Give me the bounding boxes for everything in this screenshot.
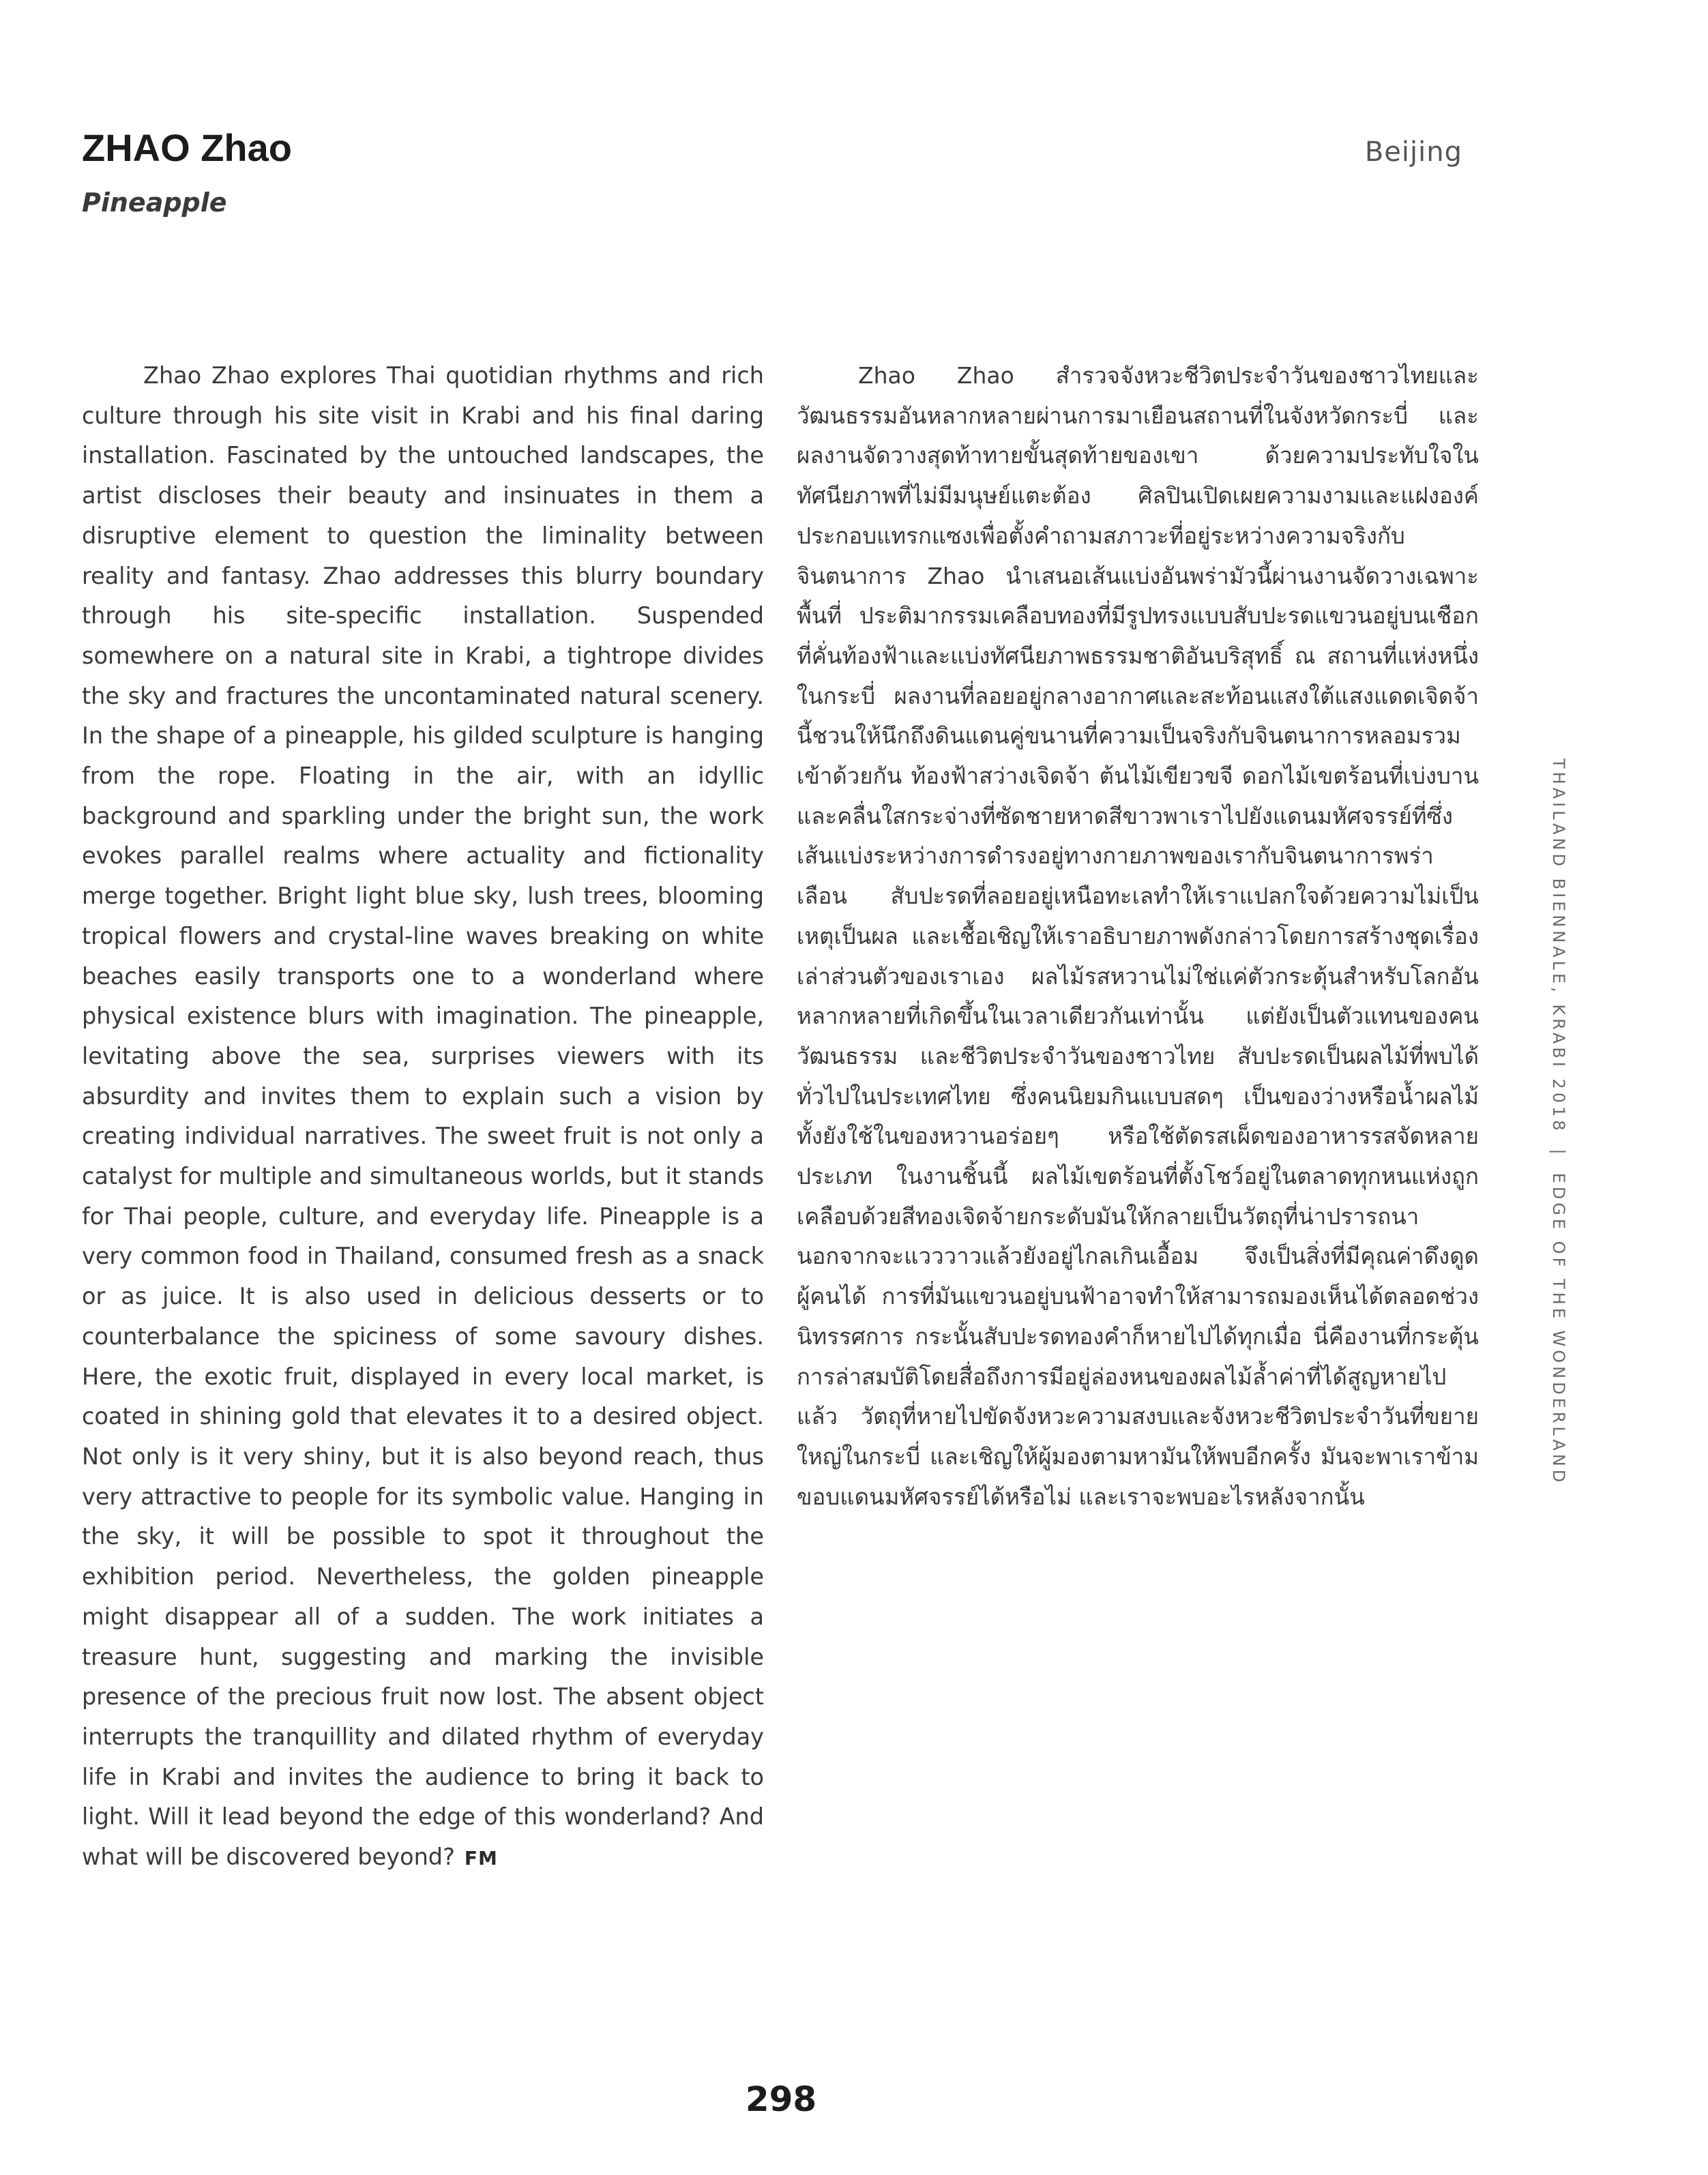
author-initials: FM [464,1847,498,1870]
english-body-text: Zhao Zhao explores Thai quotidian rhythms and rich culture through his site visit in Krabi and his final daring installation. Fascinated by the untouched landscapes, the artist discloses their beauty and insinuates in them a disruptive element to question the liminality between reality and fantasy. Zhao addresses this blurry boundary through his site-specific installation. Suspended somewhere on a natural site in Krabi, a tightrope divides the sky and fractures the uncontaminated natural scenery. In the shape of a pineapple, his gilded sculpture is hanging from the rope. Floating in the air, with an idyllic background and sparkling under the bright sun, the work evokes parallel realms where actuality and fictionality merge together. Bright light blue sky, lush trees, blooming tropical flowers and crystal-line waves breaking on white beaches easily transports one to a wonderland where physical existence blurs with imagination. The pineapple, levitating above the sea, surprises viewers with its absurdity and invites them to explain such a vision by creating individual narratives. The sweet fruit is not only a catalyst for multiple and simultaneous worlds, but it stands for Thai people, culture, and everyday life. Pineapple is a very common food in Thailand, consumed fresh as a snack or as juice. It is also used in delicious desserts or to counterbalance the spiciness of some savoury dishes. Here, the exotic fruit, displayed in every local market, is coated in shining gold that elevates it to a desired object. Not only is it very shiny, but it is also beyond reach, thus very attractive to people for its symbolic value. Hanging in the sky, it will be possible to spot it throughout the exhibition period. Nevertheless, the golden pineapple might disappear all of a sudden. The work initiates a treasure hunt, suggesting and marking the invisible presence of the precious fruit now lost. The absent object interrupts the tranquillity and dilated rhythm of everyday life in Krabi and invites the audience to bring it back to light. Will it lead beyond the edge of this wonderland? And what will be discovered beyond? [82,362,764,1871]
running-head-separator: | [1549,1149,1568,1158]
publication-name: THAILAND BIENNALE, KRABI 2018 [1549,758,1568,1134]
artwork-title: Pineapple [82,188,227,218]
page-number: 298 [745,2080,817,2119]
artist-city: Beijing [1364,136,1462,168]
english-paragraph [82,356,764,1879]
english-text-column [82,356,764,1879]
thai-text-column [797,356,1479,1517]
side-running-head [1547,758,1570,1485]
artist-name: ZHAO Zhao [82,126,292,169]
thai-paragraph: Zhao Zhao สำรวจจังหวะชีวิตประจำวันของชาวไทยและวัฒนธรรมอันหลากหลายผ่านการมาเยือนสถานที่ในจังหวัดกระบี่ และผลงานจัดวางสุดท้าทายขั้นสุดท้ายของเขา ด้วยความประทับใจในทัศนียภาพที่ไม่มีมนุษย์แตะต้อง ศิลปินเปิดเผยความงามและแฝงองค์ประกอบแทรกแซงเพื่อตั้งคำถามสภาวะที่อยู่ระหว่างความจริงกับจินตนาการ Zhao นำเสนอเส้นแบ่งอันพร่ามัวนี้ผ่านงานจัดวางเฉพาะพื้นที่ ประติมากรรมเคลือบทองที่มีรูปทรงแบบสับปะรดแขวนอยู่บนเชือกที่คั่นท้องฟ้าและแบ่งทัศนียภาพธรรมชาติอันบริสุทธิ์ ณ สถานที่แห่งหนึ่งในกระบี่ ผลงานที่ลอยอยู่กลางอากาศและสะท้อนแสงใต้แสงแดดเจิดจ้านี้ชวนให้นึกถึงดินแดนคู่ขนานที่ความเป็นจริงกับจินตนาการหลอมรวมเข้าด้วยกัน ท้องฟ้าสว่างเจิดจ้า ต้นไม้เขียวขจี ดอกไม้เขตร้อนที่เบ่งบาน และคลื่นใสกระจ่างที่ซัดชายหาดสีขาวพาเราไปยังแดนมหัศจรรย์ที่ซึ่งเส้นแบ่งระหว่างการดำรงอยู่ทางกายภาพของเรากับจินตนาการพร่าเลือน สับปะรดที่ลอยอยู่เหนือทะเลทำให้เราแปลกใจด้วยความไม่เป็นเหตุเป็นผล และเชื้อเชิญให้เราอธิบายภาพดังกล่าวโดยการสร้างชุดเรื่องเล่าส่วนตัวของเราเอง ผลไม้รสหวานไม่ใช่แค่ตัวกระตุ้นสำหรับโลกอันหลากหลายที่เกิดขึ้นในเวลาเดียวกันเท่านั้น แต่ยังเป็นตัวแทนของคน วัฒนธรรม และชีวิตประจำวันของชาวไทย สับปะรดเป็นผลไม้ที่พบได้ทั่วไปในประเทศไทย ซึ่งคนนิยมกินแบบสดๆ เป็นของว่างหรือน้ำผลไม้ ทั้งยังใช้ในของหวานอร่อยๆ หรือใช้ตัดรสเผ็ดของอาหารรสจัดหลายประเภท ในงานชิ้นนี้ ผลไม้เขตร้อนที่ตั้งโชว์อยู่ในตลาดทุกหนแห่งถูกเคลือบด้วยสีทองเจิดจ้ายกระดับมันให้กลายเป็นวัตถุที่น่าปรารถนา นอกจากจะแวววาวแล้วยังอยู่ไกลเกินเอื้อม จึงเป็นสิ่งที่มีคุณค่าดึงดูดผู้คนได้ การที่มันแขวนอยู่บนฟ้าอาจทำให้สามารถมองเห็นได้ตลอดช่วงนิทรรศการ กระนั้นสับปะรดทองคำก็หายไปได้ทุกเมื่อ นี่คืองานที่กระตุ้นการล่าสมบัติโดยสื่อถึงการมีอยู่ล่องหนของผลไม้ล้ำค่าที่ได้สูญหายไปแล้ว วัตถุที่หายไปขัดจังหวะความสงบและจังหวะชีวิตประจำวันที่ขยายใหญ่ในกระบี่ และเชิญให้ผู้มองตามหามันให้พบอีกครั้ง มันจะพาเราข้ามขอบแดนมหัศจรรย์ได้หรือไม่ และเราจะพบอะไรหลังจากนั้น [797,362,1479,1510]
exhibition-name: EDGE OF THE WONDERLAND [1549,1172,1568,1486]
